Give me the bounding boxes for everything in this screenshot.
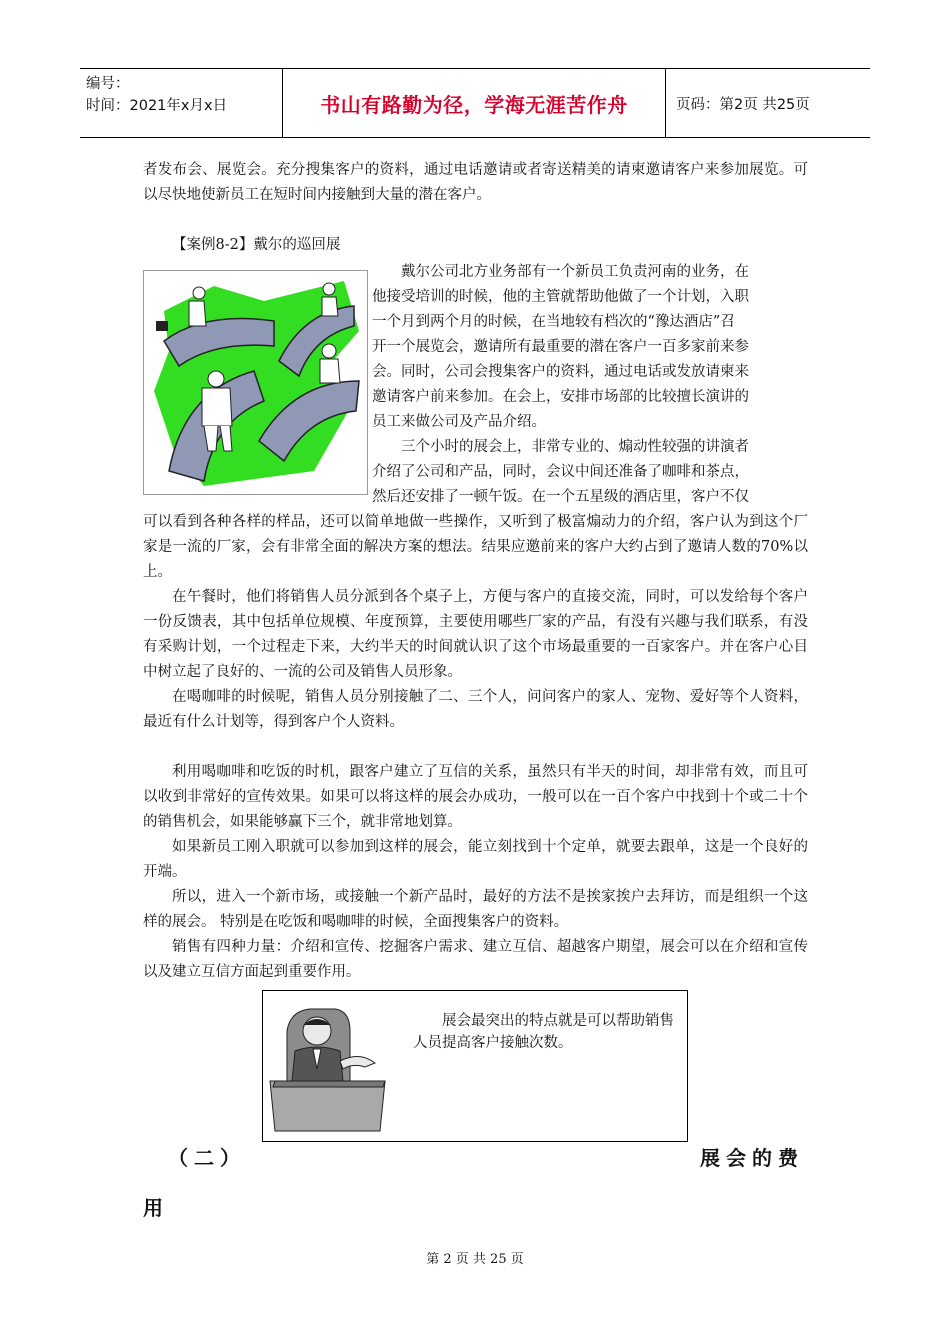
header-meta	[80, 69, 283, 137]
para-trust: 利用喝咖啡和吃饭的时机，跟客户建立了互信的关系，虽然只有半天的时间，却非常有效，而且可以收到非常好的宣传效果。如果可以将这样的展会办成功，一般可以在一百个客户中找到十个或二十个的销售机会，如果能够赢下三个，就非常地划算。	[143, 764, 808, 830]
businessman-illustration	[265, 991, 415, 1141]
walking-paths-image	[144, 271, 367, 494]
case-line: 他接受培训的时候，他的主管就帮助他做了一个计划，入职	[372, 289, 749, 305]
case-line: 开一个展览会，邀请所有最重要的潜在客户一百多家前来参	[372, 339, 749, 355]
case-title: 【案例8-2】戴尔的巡回展	[172, 237, 341, 253]
case-line: 三个小时的展会上，非常专业的、煽动性较强的讲演者	[401, 439, 749, 455]
case-line: 员工来做公司及产品介绍。	[372, 414, 546, 430]
section-title-continued: 用	[143, 1196, 163, 1220]
page-header	[80, 68, 870, 138]
para-lunch: 在午餐时，他们将销售人员分派到各个桌子上，方便与客户的直接交流，同时，可以发给每个客户一份反馈表，其中包括单位规模、年度预算，主要使用哪些厂家的产品，有没有兴趣与我们联系，有没有采购计划，一个过程走下来，大约半天的时间就认识了这个市场最重要的一百家客户。并在客户心目中树立起了良好的、一流的公司及销售人员形象。	[143, 589, 808, 680]
case-line: 一个月到两个月的时候，在当地较有档次的“豫达酒店”召	[372, 314, 735, 330]
case-line: 邀请客户前来参加。在会上，安排市场部的比较擅长演讲的	[372, 389, 749, 405]
date-label: 时间：2021年x月x日	[86, 98, 228, 114]
header-motto: 书山有路勤为径，学海无涯苦作舟	[283, 69, 666, 137]
header-page-info: 页码：第2页 共25页	[676, 96, 810, 113]
case-line: 戴尔公司北方业务部有一个新员工负责河南的业务，在	[401, 264, 749, 280]
case-line: 会。同时，公司会搜集客户的资料，通过电话或发放请柬来	[372, 364, 749, 380]
page-footer: 第 2 页 共 25 页	[426, 1252, 524, 1267]
para-market: 所以，进入一个新市场，或接触一个新产品时，最好的方法不是挨家挨户去拜访，而是组织一个这样的展会。 特别是在吃饭和喝咖啡的时候，全面搜集客户的资料。	[143, 889, 808, 930]
callout-text: 展会最突出的特点就是可以帮助销售人员提高客户接触次数。	[413, 1013, 674, 1051]
walking-paths-illustration	[143, 270, 368, 495]
case-line: 然后还安排了一顿午饭。在一个五星级的酒店里，客户不仅	[372, 489, 749, 505]
para-newhire: 如果新员工刚入职就可以参加到这样的展会，能立刻找到十个定单，就要去跟单，这是一个良好的开端。	[143, 839, 808, 880]
serial-label: 编号：	[86, 76, 130, 92]
para-coffee: 在喝咖啡的时候呢，销售人员分别接触了二、三个人，问问客户的家人、宠物、爱好等个人资料，最近有什么计划等，得到客户个人资料。	[143, 689, 808, 730]
section-title: 展会的费	[700, 1146, 804, 1170]
para-power: 销售有四种力量：介绍和宣传、挖掘客户需求、建立互信、超越客户期望，展会可以在介绍和宣传以及建立互信方面起到重要作用。	[143, 939, 808, 980]
case-continuation: 可以看到各种各样的样品，还可以简单地做一些操作，又听到了极富煽动力的介绍，客户认为到这个厂家是一流的厂家，会有非常全面的解决方案的想法。结果应邀前来的客户大约占到了邀请人数的70%以上。	[143, 514, 808, 580]
intro-paragraph: 者发布会、展览会。充分搜集客户的资料，通过电话邀请或者寄送精美的请柬邀请客户来参加展览。可以尽快地使新员工在短时间内接触到大量的潜在客户。	[143, 162, 808, 203]
section-number: （二）	[168, 1146, 246, 1170]
case-line: 介绍了公司和产品，同时，会议中间还准备了咖啡和茶点，	[372, 464, 749, 480]
